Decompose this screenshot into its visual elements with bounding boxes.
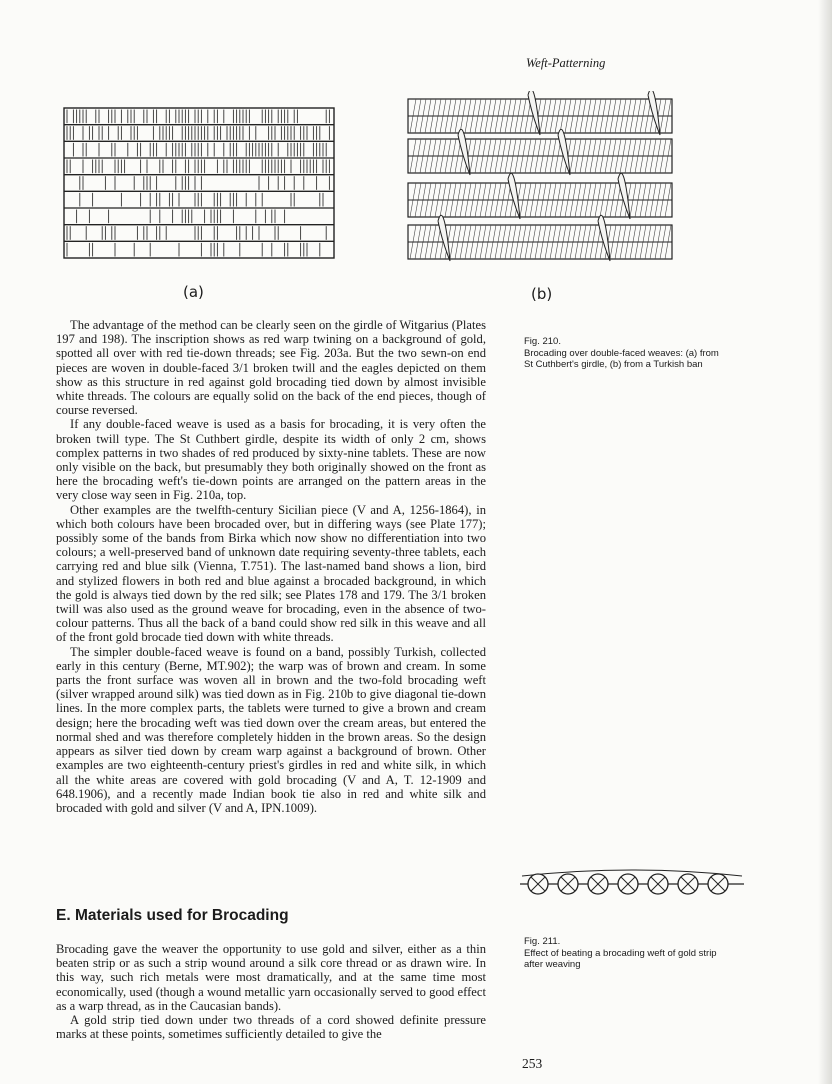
paragraph: The advantage of the method can be clearly seen on the girdle of Witgarius (Plates 197 and 198). The inscription shows as red warp twining on a background of gold, spotted all over with red tie-down threads; see Fig. 203a. But the two sewn-on end pieces are woven in double-faced 3/1 broken twill and the eagles depicted on them show as this structure in red against gold brocading tied down by almost invisible white threads. The colours are equally solid on the back of the end pieces, though of course reversed. bbox=[56, 318, 486, 418]
body-text-block bbox=[56, 318, 486, 815]
caption-fig-211 bbox=[524, 936, 724, 971]
caption-text: Effect of beating a brocading weft of gold strip after weaving bbox=[524, 947, 717, 970]
brocade-weft-loop bbox=[618, 173, 630, 219]
brocade-weft-loop bbox=[458, 129, 470, 175]
figure-label-b: (b) bbox=[531, 285, 553, 303]
figure-210a-weave-diagram bbox=[62, 106, 340, 264]
caption-fig-210 bbox=[524, 336, 724, 371]
figure-210b-weave-diagram bbox=[404, 91, 676, 271]
caption-number: Fig. 210. bbox=[524, 336, 561, 347]
figure-label-a: (a) bbox=[183, 283, 204, 301]
paragraph: Brocading gave the weaver the opportunity to use gold and silver, either as a thin beaten strip or as such a strip wound around a silk core thread or as drawn wire. In this way, such rich metals were most dramatically, and at the same time most economically, used (though a wound metallic yarn occasionally served to good effect as a warp thread, as in the Caucasian bands). bbox=[56, 942, 486, 1013]
grid-frame bbox=[64, 108, 334, 258]
caption-number: Fig. 211. bbox=[524, 936, 561, 947]
section-heading: E. Materials used for Brocading bbox=[56, 907, 289, 924]
page-number: 253 bbox=[522, 1056, 543, 1071]
paragraph: If any double-faced weave is used as a basis for brocading, it is very often the broken twill type. The St Cuthbert girdle, despite its width of only 2 cm, shows complex patterns in two shades of red produced by sixty-nine tablets. These are now only visible on the back, but presumably they both originally showed on the front as here the brocading weft's tie-down points are arranged on the pattern areas in the very close way seen in Fig. 210a, top. bbox=[56, 417, 486, 503]
brocade-weft-loop bbox=[558, 129, 570, 175]
section-text-block bbox=[56, 942, 486, 1041]
brocade-weft-loop bbox=[598, 215, 610, 261]
paragraph: Other examples are the twelfth-century Sicilian piece (V and A, 1256-1864), in which both colours have been brocaded over, but in differing ways (see Plate 177); possibly some of the bands from Birka which now show no differentiation into two colours; a well-preserved band of unknown date requiring seventy-three tablets, each carrying red and blue silk (Vienna, T.751). The last-named band shows a lion, bird and stylized flowers in both red and blue against a brocaded background, in which the gold is always tied down by the red silk; see Plates 178 and 179. The 3/1 broken twill was also used as the ground weave for brocading, even in the absence of two-colour patterns. Thus all the back of a band could show red silk in this weave and all of the front gold brocade tied down with white threads. bbox=[56, 502, 486, 645]
page-edge-shadow bbox=[818, 0, 832, 1084]
paragraph: The simpler double-faced weave is found on a band, possibly Turkish, collected early in this century (Berne, MT.902); the warp was of brown and cream. In some parts the front surface was woven all in brown and the two-fold brocading weft (silver wrapped around silk) was tied down as in Fig. 210b to give diagonal tie-down lines. In the more complex parts, the tablets were turned to give a brown and cream design; here the brocading weft was tied down over the cream areas, but entered the normal shed and was therefore completely hidden in the brown areas. So the design appears as silver tied down by cream warp against a background of brown. Other examples are two eighteenth-century priest's girdles in red and white silk, in which all the white areas are covered with gold brocading (V and A, T. 12-1909 and 648.1906), and a recently made Indian book tie also in red and white silk and brocaded with gold and silver (V and A, IPN.1009). bbox=[56, 644, 486, 815]
brocade-weft-loop bbox=[648, 91, 660, 135]
caption-text: Brocading over double-faced weaves: (a) from St Cuthbert's girdle, (b) from a Turkish ban bbox=[524, 347, 719, 370]
figure-211-beaten-strip-diagram bbox=[520, 862, 744, 906]
brocade-weft-loop bbox=[508, 173, 520, 219]
brocade-weft-loop bbox=[528, 91, 540, 135]
brocade-weft-loop bbox=[438, 215, 450, 261]
running-head: Weft-Patterning bbox=[526, 56, 606, 70]
paragraph: A gold strip tied down under two threads of a cord showed definite pressure marks at these points, sometimes sufficiently detailed to give the bbox=[56, 1013, 486, 1042]
